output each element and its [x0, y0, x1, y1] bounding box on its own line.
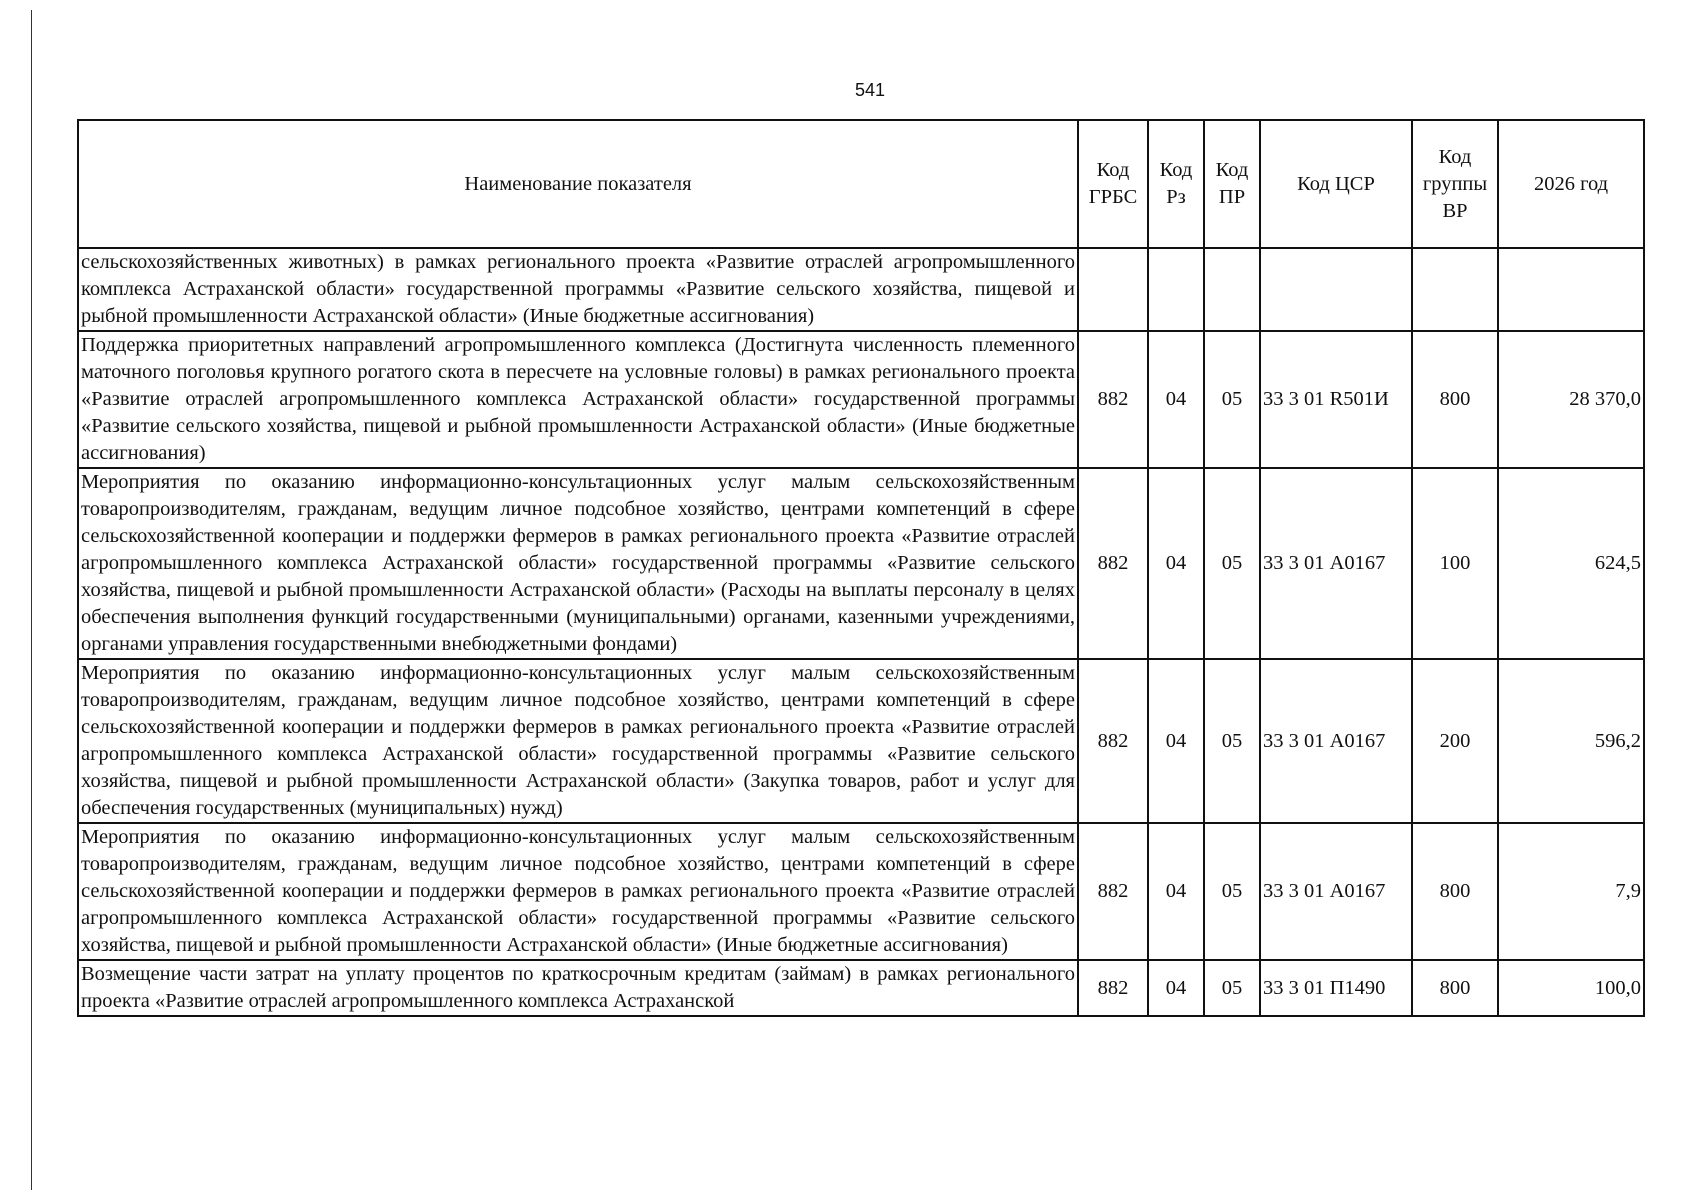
row-pr: 05	[1204, 468, 1260, 659]
row-amount: 100,0	[1498, 960, 1644, 1016]
row-amount: 28 370,0	[1498, 331, 1644, 468]
row-vr: 800	[1412, 823, 1498, 960]
table-row	[78, 659, 1644, 823]
row-grbs: 882	[1078, 659, 1148, 823]
row-description: Мероприятия по оказанию информационно-консультационных услуг малым сельскохозяйственным товаропроизводителям, гражданам, ведущим личное подсобное хозяйство, центрами компетенций в сфере сельскохозяйственной кооперации и поддержки фермеров в рамках регионального проекта «Развитие отраслей агропромышленного комплекса Астраханской области» государственной программы «Развитие сельского хозяйства, пищевой и рыбной промышленности Астраханской области» (Иные бюджетные ассигнования)	[78, 823, 1078, 960]
row-description: Возмещение части затрат на уплату процентов по краткосрочным кредитам (займам) в рамках регионального проекта «Развитие отраслей агропромышленного комплекса Астраханской	[78, 960, 1078, 1016]
row-amount: 7,9	[1498, 823, 1644, 960]
row-amount: 596,2	[1498, 659, 1644, 823]
row-vr: 100	[1412, 468, 1498, 659]
header-pr: Код ПР	[1204, 120, 1260, 248]
row-description: Поддержка приоритетных направлений агропромышленного комплекса (Достигнута численность племенного маточного поголовья крупного рогатого скота в пересчете на условные головы) в рамках регионального проекта «Развитие отраслей агропромышленного комплекса Астраханской области» государственной программы «Развитие сельского хозяйства, пищевой и рыбной промышленности Астраханской области» (Иные бюджетные ассигнования)	[78, 331, 1078, 468]
table-row	[78, 468, 1644, 659]
row-vr	[1412, 248, 1498, 331]
row-csr: 33 3 01 П1490	[1260, 960, 1412, 1016]
row-pr: 05	[1204, 659, 1260, 823]
budget-table	[77, 119, 1645, 1017]
row-rz: 04	[1148, 960, 1204, 1016]
row-vr: 800	[1412, 960, 1498, 1016]
table-header-row	[78, 120, 1644, 248]
row-csr: 33 3 01 А0167	[1260, 823, 1412, 960]
row-description: сельскохозяйственных животных) в рамках регионального проекта «Развитие отраслей агропромышленного комплекса Астраханской области» государственной программы «Развитие сельского хозяйства, пищевой и рыбной промышленности Астраханской области» (Иные бюджетные ассигнования)	[78, 248, 1078, 331]
row-grbs: 882	[1078, 823, 1148, 960]
page-margin-line	[31, 10, 32, 1190]
header-name: Наименование показателя	[78, 120, 1078, 248]
header-grbs: Код ГРБС	[1078, 120, 1148, 248]
row-description: Мероприятия по оказанию информационно-консультационных услуг малым сельскохозяйственным товаропроизводителям, гражданам, ведущим личное подсобное хозяйство, центрами компетенций в сфере сельскохозяйственной кооперации и поддержки фермеров в рамках регионального проекта «Развитие отраслей агропромышленного комплекса Астраханской области» государственной программы «Развитие сельского хозяйства, пищевой и рыбной промышленности Астраханской области» (Закупка товаров, работ и услуг для обеспечения государственных (муниципальных) нужд)	[78, 659, 1078, 823]
row-grbs	[1078, 248, 1148, 331]
row-rz: 04	[1148, 331, 1204, 468]
table-row	[78, 331, 1644, 468]
row-csr: 33 3 01 R501И	[1260, 331, 1412, 468]
row-pr: 05	[1204, 331, 1260, 468]
row-grbs: 882	[1078, 960, 1148, 1016]
row-vr: 200	[1412, 659, 1498, 823]
row-csr: 33 3 01 А0167	[1260, 468, 1412, 659]
table-row	[78, 248, 1644, 331]
row-pr: 05	[1204, 960, 1260, 1016]
row-amount: 624,5	[1498, 468, 1644, 659]
header-year: 2026 год	[1498, 120, 1644, 248]
header-vr: Код группы ВР	[1412, 120, 1498, 248]
row-grbs: 882	[1078, 331, 1148, 468]
header-rz: Код Рз	[1148, 120, 1204, 248]
row-pr	[1204, 248, 1260, 331]
header-csr: Код ЦСР	[1260, 120, 1412, 248]
row-rz: 04	[1148, 468, 1204, 659]
row-vr: 800	[1412, 331, 1498, 468]
row-rz: 04	[1148, 823, 1204, 960]
row-rz	[1148, 248, 1204, 331]
row-description: Мероприятия по оказанию информационно-консультационных услуг малым сельскохозяйственным товаропроизводителям, гражданам, ведущим личное подсобное хозяйство, центрами компетенций в сфере сельскохозяйственной кооперации и поддержки фермеров в рамках регионального проекта «Развитие отраслей агропромышленного комплекса Астраханской области» государственной программы «Развитие сельского хозяйства, пищевой и рыбной промышленности Астраханской области» (Расходы на выплаты персоналу в целях обеспечения выполнения функций государственными (муниципальными) органами, казенными учреждениями, органами управления государственными внебюджетными фондами)	[78, 468, 1078, 659]
row-csr	[1260, 248, 1412, 331]
row-rz: 04	[1148, 659, 1204, 823]
row-csr: 33 3 01 А0167	[1260, 659, 1412, 823]
page-number: 541	[854, 80, 886, 100]
table-row	[78, 823, 1644, 960]
table-row	[78, 960, 1644, 1016]
row-grbs: 882	[1078, 468, 1148, 659]
row-amount	[1498, 248, 1644, 331]
row-pr: 05	[1204, 823, 1260, 960]
